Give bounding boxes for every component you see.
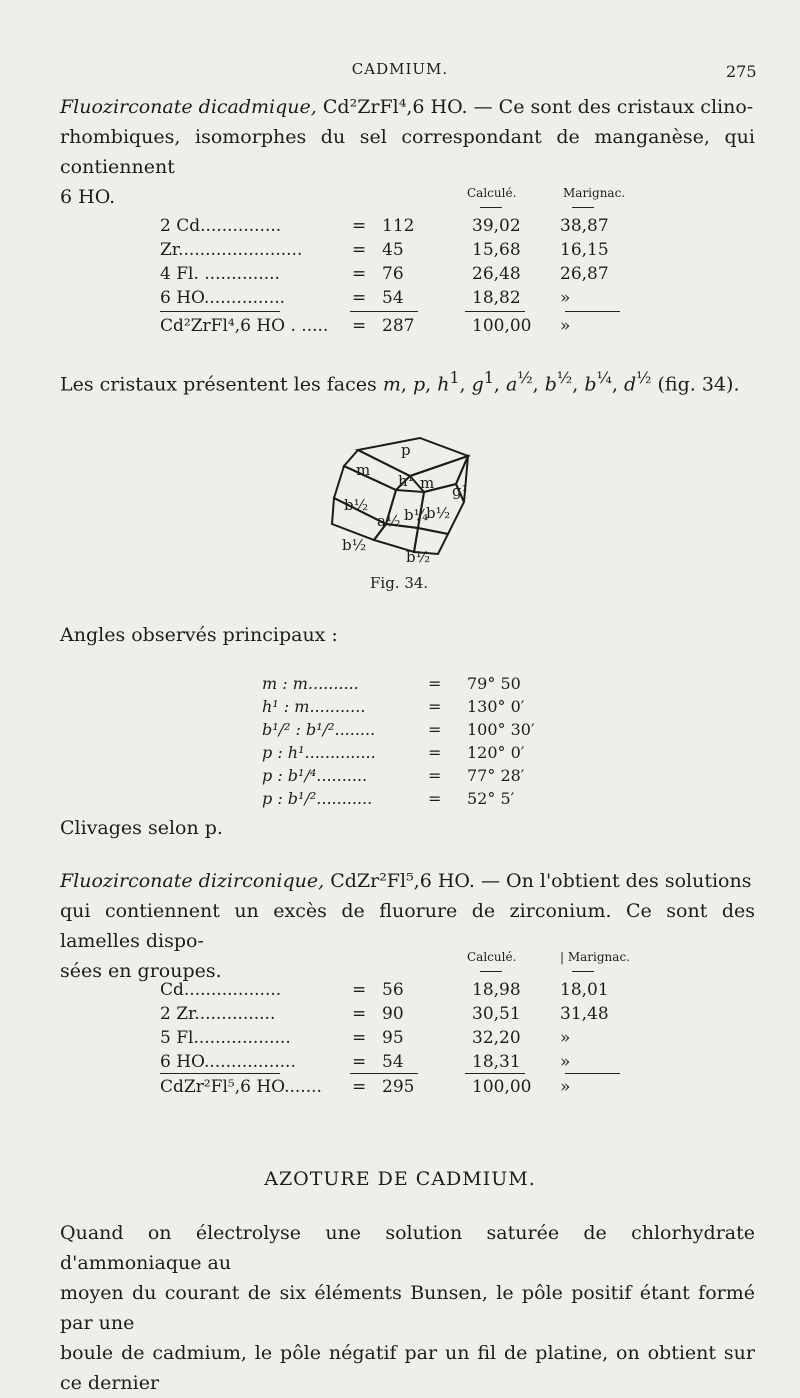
final-line: moyen du courant de six éléments Bunsen, le pôle positif étant formé par une	[60, 1282, 755, 1334]
label-p: p	[401, 441, 411, 459]
salt1-calc-dash	[480, 207, 502, 208]
row-weight: 112	[382, 216, 415, 236]
salt2-total-rule	[160, 1073, 280, 1074]
row-marignac: »	[560, 1052, 571, 1072]
angle-eq: =	[428, 766, 442, 785]
angle-row	[262, 720, 562, 744]
angle-row	[262, 789, 562, 813]
label-h1: h¹	[398, 472, 414, 490]
total-marignac: »	[560, 316, 571, 336]
final-line: Quand on électrolyse une solution saturée de chlorhydrate d'ammoniaque au	[60, 1222, 755, 1274]
salt2-total-rule	[350, 1073, 418, 1074]
row-eq: =	[352, 1052, 367, 1072]
salt2-title: Fluozirconate dizirconique,	[60, 870, 325, 892]
row-calc: 15,68	[472, 240, 521, 260]
salt1-row	[160, 240, 620, 264]
salt1-col-marignac: Marignac.	[563, 186, 626, 200]
salt2-intro-line3: sées en groupes.	[60, 960, 222, 982]
angle-pair: p : h¹..............	[262, 743, 376, 762]
row-weight: 54	[382, 1052, 404, 1072]
row-weight: 90	[382, 1004, 404, 1024]
salt1-marignac-dash	[572, 207, 594, 208]
salt1-row	[160, 288, 620, 312]
salt2-col-calc: Calculé.	[467, 950, 517, 964]
salt1-row	[160, 264, 620, 288]
salt1-title: Fluozirconate dicadmique,	[60, 96, 317, 118]
row-eq: =	[352, 264, 367, 284]
row-label: Cd..................	[160, 980, 282, 1000]
angle-pair: p : b¹/²...........	[262, 789, 373, 808]
salt1-formula: Cd²ZrFl⁴,6 HO.	[322, 96, 468, 118]
salt2-row	[160, 1028, 620, 1052]
angle-value: 100° 30′	[467, 720, 535, 739]
page-number: 275	[726, 62, 757, 81]
row-marignac: 18,01	[560, 980, 609, 1000]
salt1-total-row	[160, 316, 620, 340]
angle-value: 130° 0′	[467, 697, 525, 716]
row-label: 2 Cd...............	[160, 216, 282, 236]
salt2-row	[160, 1004, 620, 1028]
label-b-quarter: b¼	[404, 506, 429, 524]
row-marignac: 31,48	[560, 1004, 609, 1024]
label-b-left: b½	[344, 496, 369, 514]
salt1-col-calc: Calculé.	[467, 186, 517, 200]
row-weight: 56	[382, 980, 404, 1000]
final-paragraph	[60, 1218, 755, 1398]
face-p-outline	[358, 438, 468, 476]
row-calc: 30,51	[472, 1004, 521, 1024]
salt1-total-rule	[465, 311, 525, 312]
angle-eq: =	[428, 743, 442, 762]
salt2-formula: CdZr²Fl⁵,6 HO.	[330, 870, 475, 892]
row-weight: 54	[382, 288, 404, 308]
row-calc: 39,02	[472, 216, 521, 236]
total-calc: 100,00	[472, 1077, 532, 1097]
angle-pair: b¹/² : b¹/²........	[262, 720, 376, 739]
row-calc: 18,98	[472, 980, 521, 1000]
salt2-marignac-dash	[572, 971, 594, 972]
angle-row	[262, 674, 562, 698]
row-marignac: 16,15	[560, 240, 609, 260]
label-a: a½	[377, 512, 401, 530]
label-g1: g¹	[452, 482, 468, 500]
angle-row	[262, 697, 562, 721]
total-calc: 100,00	[472, 316, 532, 336]
total-eq: =	[352, 1077, 367, 1097]
row-label: 4 Fl. ..............	[160, 264, 280, 284]
row-weight: 76	[382, 264, 404, 284]
crystal-figure	[318, 428, 488, 568]
row-calc: 32,20	[472, 1028, 521, 1048]
row-eq: =	[352, 288, 367, 308]
row-label: 5 Fl..................	[160, 1028, 291, 1048]
row-eq: =	[352, 1004, 367, 1024]
total-label: CdZr²Fl⁵,6 HO.......	[160, 1077, 322, 1097]
salt2-total-row	[160, 1077, 620, 1101]
row-label: 2 Zr...............	[160, 1004, 276, 1024]
clivages-note: Clivages selon p.	[60, 817, 223, 839]
row-calc: 18,31	[472, 1052, 521, 1072]
angle-value: 77° 28′	[467, 766, 525, 785]
angle-row	[262, 743, 562, 767]
angle-eq: =	[428, 720, 442, 739]
total-label: Cd²ZrFl⁴,6 HO . .....	[160, 316, 329, 336]
row-marignac: 26,87	[560, 264, 609, 284]
label-b-bottom: b½	[406, 548, 431, 566]
row-calc: 18,82	[472, 288, 521, 308]
final-line: boule de cadmium, le pôle négatif par un fil de platine, on obtient sur ce dernier	[60, 1342, 755, 1394]
row-marignac: 38,87	[560, 216, 609, 236]
angle-eq: =	[428, 789, 442, 808]
total-weight: 295	[382, 1077, 415, 1097]
faces-sentence: Les cristaux présentent les faces m, p, $h^1$, $g^1$, $a^{\frac{1}{2}}$, $b^{\frac{1}{2}}$, $b^{\frac{1}{4}}$, $d^{\frac{1}{2}}$ (fig. 34).	[60, 368, 740, 396]
salt1-intro-rest: — Ce sont des cristaux clino-	[473, 96, 754, 118]
angle-pair: m : m..........	[262, 674, 359, 693]
salt2-total-rule	[465, 1073, 525, 1074]
angle-pair: p : b¹/⁴..........	[262, 766, 368, 785]
running-head: CADMIUM.	[351, 60, 449, 78]
row-calc: 26,48	[472, 264, 521, 284]
angles-heading: Angles observés principaux :	[60, 624, 338, 646]
label-m-right: m	[420, 474, 435, 492]
angle-value: 52° 5′	[467, 789, 515, 808]
label-m-left: m	[356, 461, 371, 479]
salt2-intro-rest: — On l'obtient des solutions	[480, 870, 752, 892]
salt1-intro-line1	[60, 92, 755, 122]
row-eq: =	[352, 216, 367, 236]
salt2-col-marignac: | Marignac.	[560, 950, 630, 964]
salt2-calc-dash	[480, 971, 502, 972]
figure-caption: Fig. 34.	[370, 574, 429, 592]
salt2-intro	[60, 866, 755, 986]
salt1-total-rule	[350, 311, 418, 312]
row-label: Zr.......................	[160, 240, 303, 260]
salt2-row	[160, 980, 620, 1004]
row-label: 6 HO...............	[160, 288, 286, 308]
row-marignac: »	[560, 288, 571, 308]
salt1-row	[160, 216, 620, 240]
section-title: AZOTURE DE CADMIUM.	[264, 1168, 536, 1190]
angle-value: 79° 50	[467, 674, 521, 693]
total-eq: =	[352, 316, 367, 336]
row-eq: =	[352, 240, 367, 260]
angle-eq: =	[428, 674, 442, 693]
label-b-bottom-left: b½	[342, 536, 367, 554]
angle-value: 120° 0′	[467, 743, 525, 762]
salt1-intro	[60, 92, 755, 212]
salt1-total-rule	[565, 311, 620, 312]
salt1-total-rule	[160, 311, 280, 312]
salt2-intro-line1	[60, 866, 755, 896]
label-b-front: b½	[426, 504, 451, 522]
row-eq: =	[352, 1028, 367, 1048]
row-eq: =	[352, 980, 367, 1000]
row-weight: 95	[382, 1028, 404, 1048]
row-marignac: »	[560, 1028, 571, 1048]
total-weight: 287	[382, 316, 415, 336]
angle-row	[262, 766, 562, 790]
total-marignac: »	[560, 1077, 571, 1097]
salt2-intro-line2: qui contiennent un excès de fluorure de zirconium. Ce sont des lamelles dispo-	[60, 900, 755, 952]
salt1-intro-line3: 6 HO.	[60, 186, 116, 208]
angle-eq: =	[428, 697, 442, 716]
salt2-total-rule	[565, 1073, 620, 1074]
row-label: 6 HO.................	[160, 1052, 296, 1072]
angle-pair: h¹ : m...........	[262, 697, 366, 716]
row-weight: 45	[382, 240, 404, 260]
salt1-intro-line2: rhombiques, isomorphes du sel correspondant de manganèse, qui contiennent	[60, 126, 755, 178]
